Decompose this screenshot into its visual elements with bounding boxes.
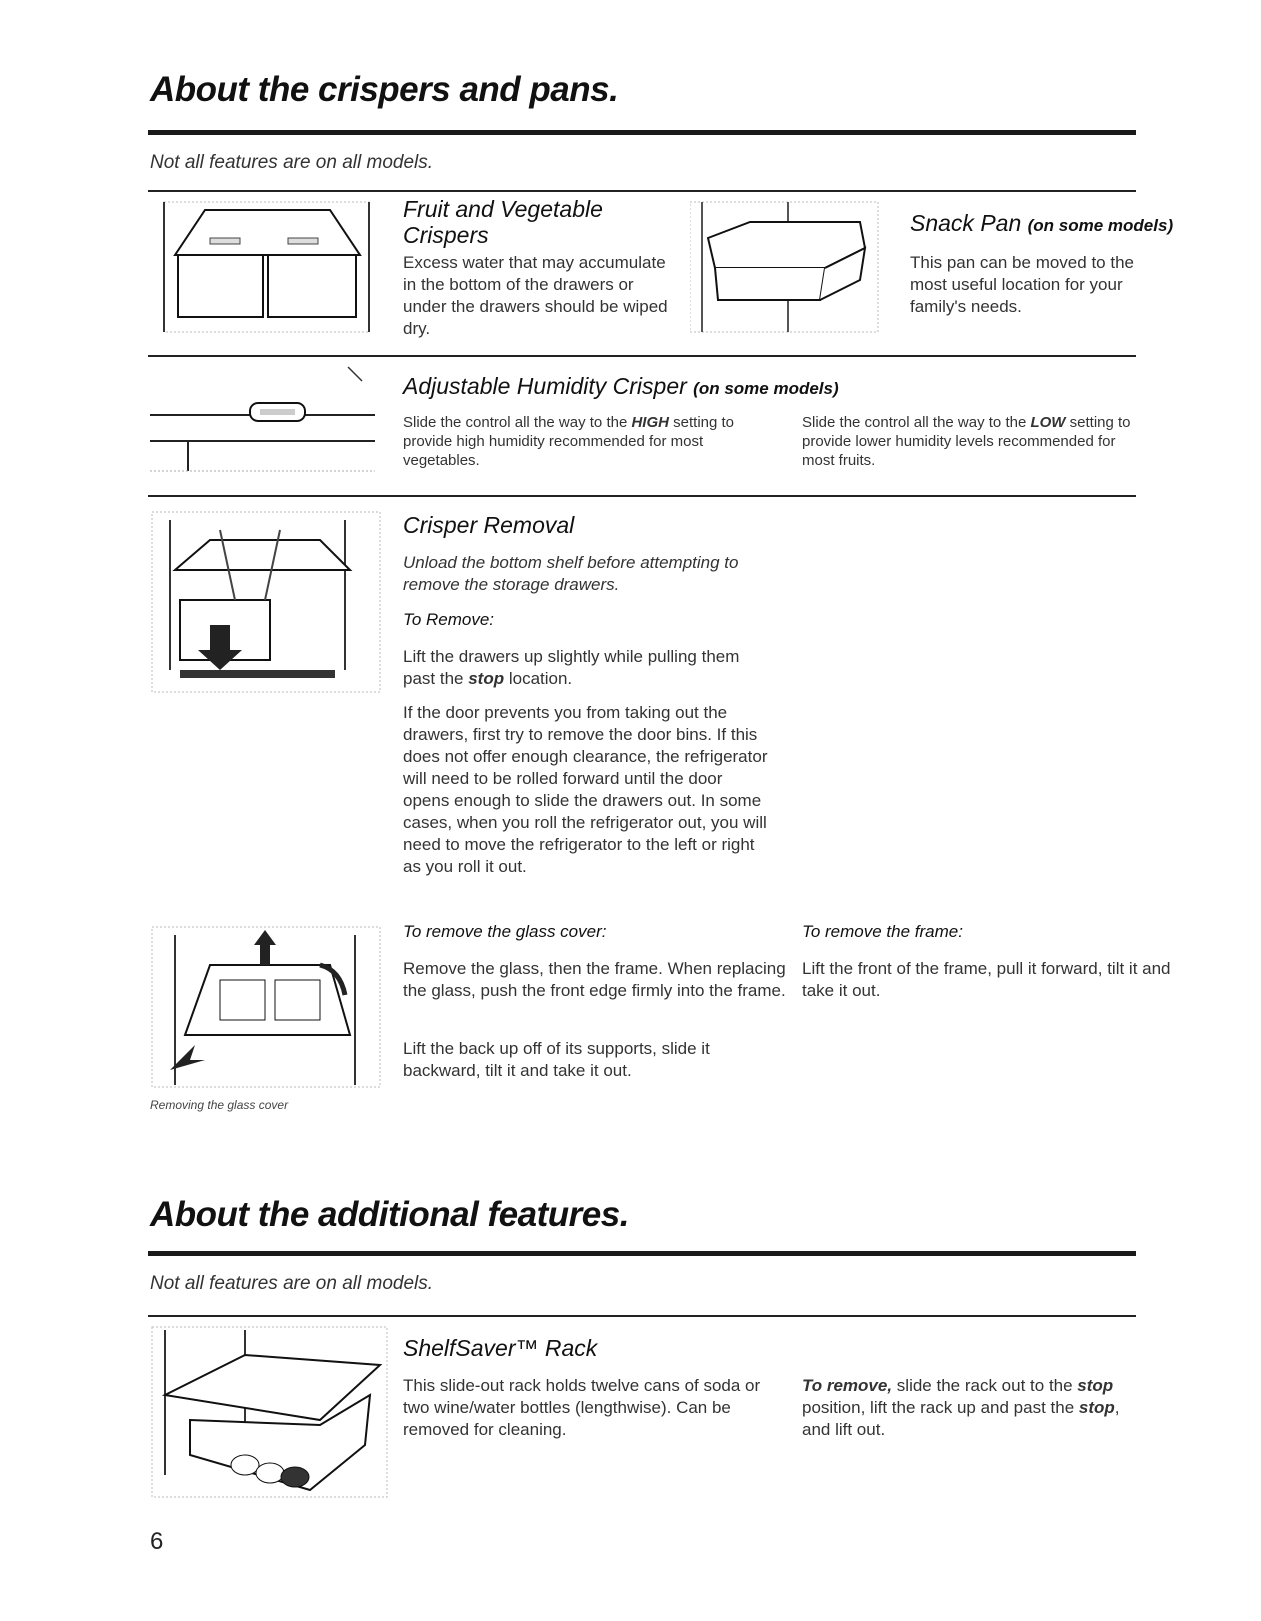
section-subtitle: Not all features are on all models. [150, 152, 434, 173]
title-rule [148, 130, 1136, 135]
snack-text: This pan can be moved to the most useful location for your family's needs. [910, 253, 1134, 316]
humidity-control-illustration [150, 365, 380, 475]
glass-p1: Remove the glass, then the frame. When replacing the glass, push the front edge firmly into the frame. [403, 959, 786, 1000]
removal-title: Crisper Removal [403, 512, 575, 538]
humidity-title: Adjustable Humidity Crisper (on some models) [403, 373, 839, 399]
shelfsaver-rack-illustration [150, 1325, 390, 1500]
section-subtitle: Not all features are on all models. [150, 1273, 434, 1294]
removal-p2: If the door prevents you from taking out the drawers, first try to remove the door bins. If this does not offer enough clearance, the refrigerator will need to be rolled forward until the door opens enough to slide the drawers out. In some cases, when you roll the refrigerator out, you will need to move the refrigerator to the left or right as you roll it out. [403, 703, 768, 876]
title-rule [148, 1251, 1136, 1256]
shelfsaver-text: This slide-out rack holds twelve cans of soda or two wine/water bottles (lengthwise). Can be removed for cleaning. [403, 1376, 761, 1439]
crisper-drawers-illustration [160, 200, 375, 335]
page-number: 6 [150, 1528, 164, 1555]
section-title: About the crispers and pans. [150, 70, 619, 109]
fruit-text: Excess water that may accumulate in the bottom of the drawers or under the drawers should be wiped dry. [403, 253, 668, 338]
shelfsaver-title: ShelfSaver™ Rack [403, 1335, 598, 1361]
frame-p1: Lift the front of the frame, pull it forward, tilt it and take it out. [802, 959, 1171, 1000]
glass-label: To remove the glass cover: [403, 922, 607, 941]
humidity-high-text: Slide the control all the way to the HIGH setting to provide high humidity recommended for most vegetables. [403, 414, 735, 469]
snack-title: Snack Pan (on some models) [910, 210, 1174, 236]
removal-intro: Unload the bottom shelf before attempting to remove the storage drawers. [403, 553, 739, 594]
section-title: About the additional features. [150, 1195, 629, 1234]
divider [148, 1315, 1136, 1317]
glass-p2: Lift the back up off of its supports, slide it backward, tilt it and take it out. [403, 1039, 710, 1080]
frame-label: To remove the frame: [802, 922, 963, 941]
humidity-low-text: Slide the control all the way to the LOW setting to provide lower humidity levels recommended for most fruits. [802, 414, 1131, 469]
snack-pan-illustration [690, 200, 880, 335]
glass-cover-caption: Removing the glass cover [150, 1098, 289, 1112]
divider [148, 495, 1136, 497]
glass-cover-illustration [150, 925, 385, 1090]
to-remove-label: To Remove: [403, 610, 495, 629]
removal-p1: Lift the drawers up slightly while pulling them past the stop location. [403, 647, 740, 688]
crisper-removal-illustration [150, 510, 385, 695]
divider [148, 355, 1136, 357]
divider [148, 190, 1136, 192]
shelfsaver-remove-text: To remove, slide the rack out to the stop position, lift the rack up and past the stop, and lift out. [802, 1376, 1120, 1439]
fruit-title: Fruit and Vegetable Crispers [403, 196, 603, 248]
